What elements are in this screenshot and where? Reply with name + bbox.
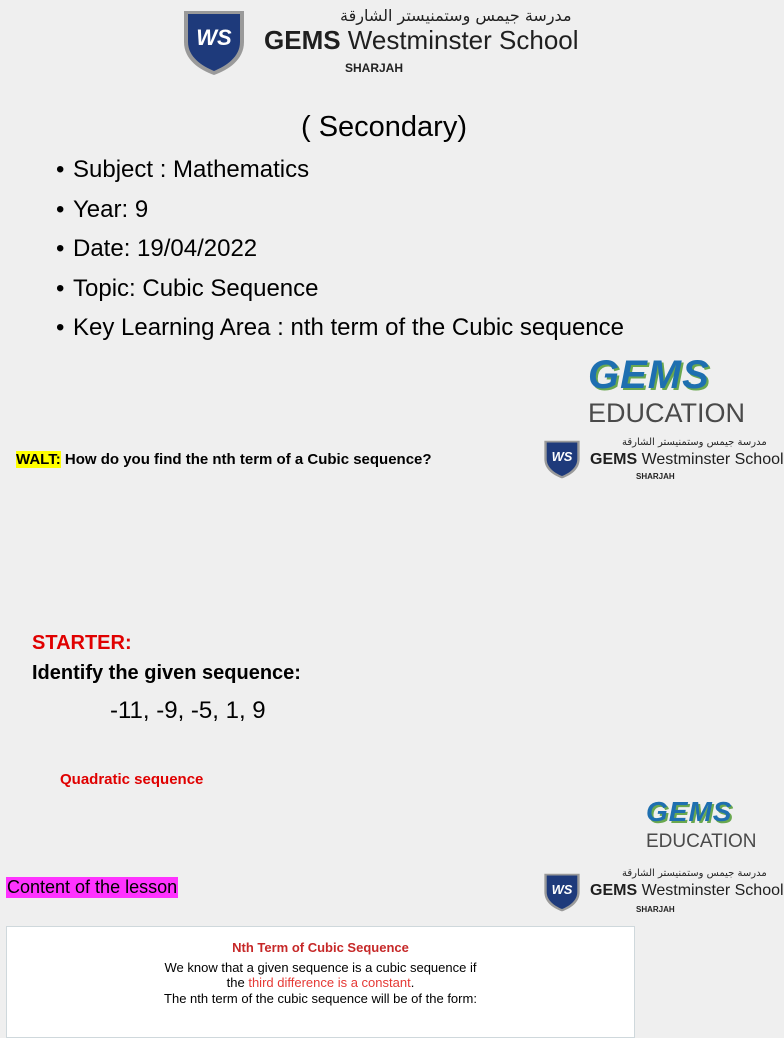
school-name	[264, 25, 579, 56]
content-of-lesson-label: Content of the lesson	[7, 877, 178, 897]
school-city: SHARJAH	[345, 61, 404, 75]
school-shield-logo-small-2	[542, 871, 582, 913]
lesson-content-card	[6, 926, 635, 1038]
gems-wordmark: GEMS	[588, 353, 710, 397]
lesson-details-list	[56, 153, 624, 351]
walt-question: How do you find the nth term of a Cubic sequence?	[60, 451, 432, 468]
starter-answer: Quadratic sequence	[60, 771, 204, 788]
svg-text:WS: WS	[551, 448, 573, 464]
svg-text:WS: WS	[551, 881, 573, 897]
card-line-2: the third difference is a constant.	[226, 975, 415, 990]
walt-line	[16, 451, 432, 468]
section-title: ( Secondary)	[300, 111, 467, 143]
bullet-year: • Year: 9	[56, 195, 149, 223]
bullet-subject: • Subject : Mathematics	[56, 156, 310, 183]
school-arabic-name-small-2: مدرسة جيمس وستمنيستر الشارقة	[622, 868, 767, 879]
starter-sequence: -11, -9, -5, 1, 9	[110, 697, 266, 724]
gems-education-label: EDUCATION	[588, 398, 746, 428]
school-arabic-name-small: مدرسة جيمس وستمنيستر الشارقة	[622, 437, 767, 448]
school-shield-logo	[180, 8, 248, 76]
starter-prompt: Identify the given sequence:	[32, 662, 301, 684]
bullet-date: • Date: 19/04/2022	[56, 235, 258, 262]
school-city-small: SHARJAH	[636, 472, 675, 481]
walt-label: WALT:	[16, 451, 61, 468]
svg-text:WS: WS	[196, 25, 232, 50]
school-name-small-2: GEMS Westminster School	[590, 882, 784, 899]
card-line-1: We know that a given sequence is a cubic sequence if	[164, 960, 477, 975]
card-title: Nth Term of Cubic Sequence	[232, 940, 409, 955]
gems-education-logo	[588, 354, 768, 429]
gems-education-logo-2: GEMS EDUCATION	[646, 796, 757, 852]
school-arabic-name: مدرسة جيمس وستمنيستر الشارقة	[340, 6, 572, 25]
card-line-3: The nth term of the cubic sequence will be of the form:	[164, 991, 477, 1006]
school-name-bold: GEMS	[264, 25, 341, 55]
school-name-small: GEMS Westminster School	[590, 451, 784, 468]
school-name-rest: Westminster School	[340, 25, 579, 55]
bullet-topic: • Topic: Cubic Sequence	[56, 274, 319, 302]
bullet-key-learning-area: • Key Learning Area : nth term of the Cubic sequence	[56, 314, 625, 341]
starter-title: STARTER:	[32, 632, 132, 654]
school-shield-logo-small	[542, 438, 582, 480]
card-highlight: third difference is a constant	[248, 975, 411, 990]
school-city-small-2: SHARJAH	[636, 905, 675, 914]
